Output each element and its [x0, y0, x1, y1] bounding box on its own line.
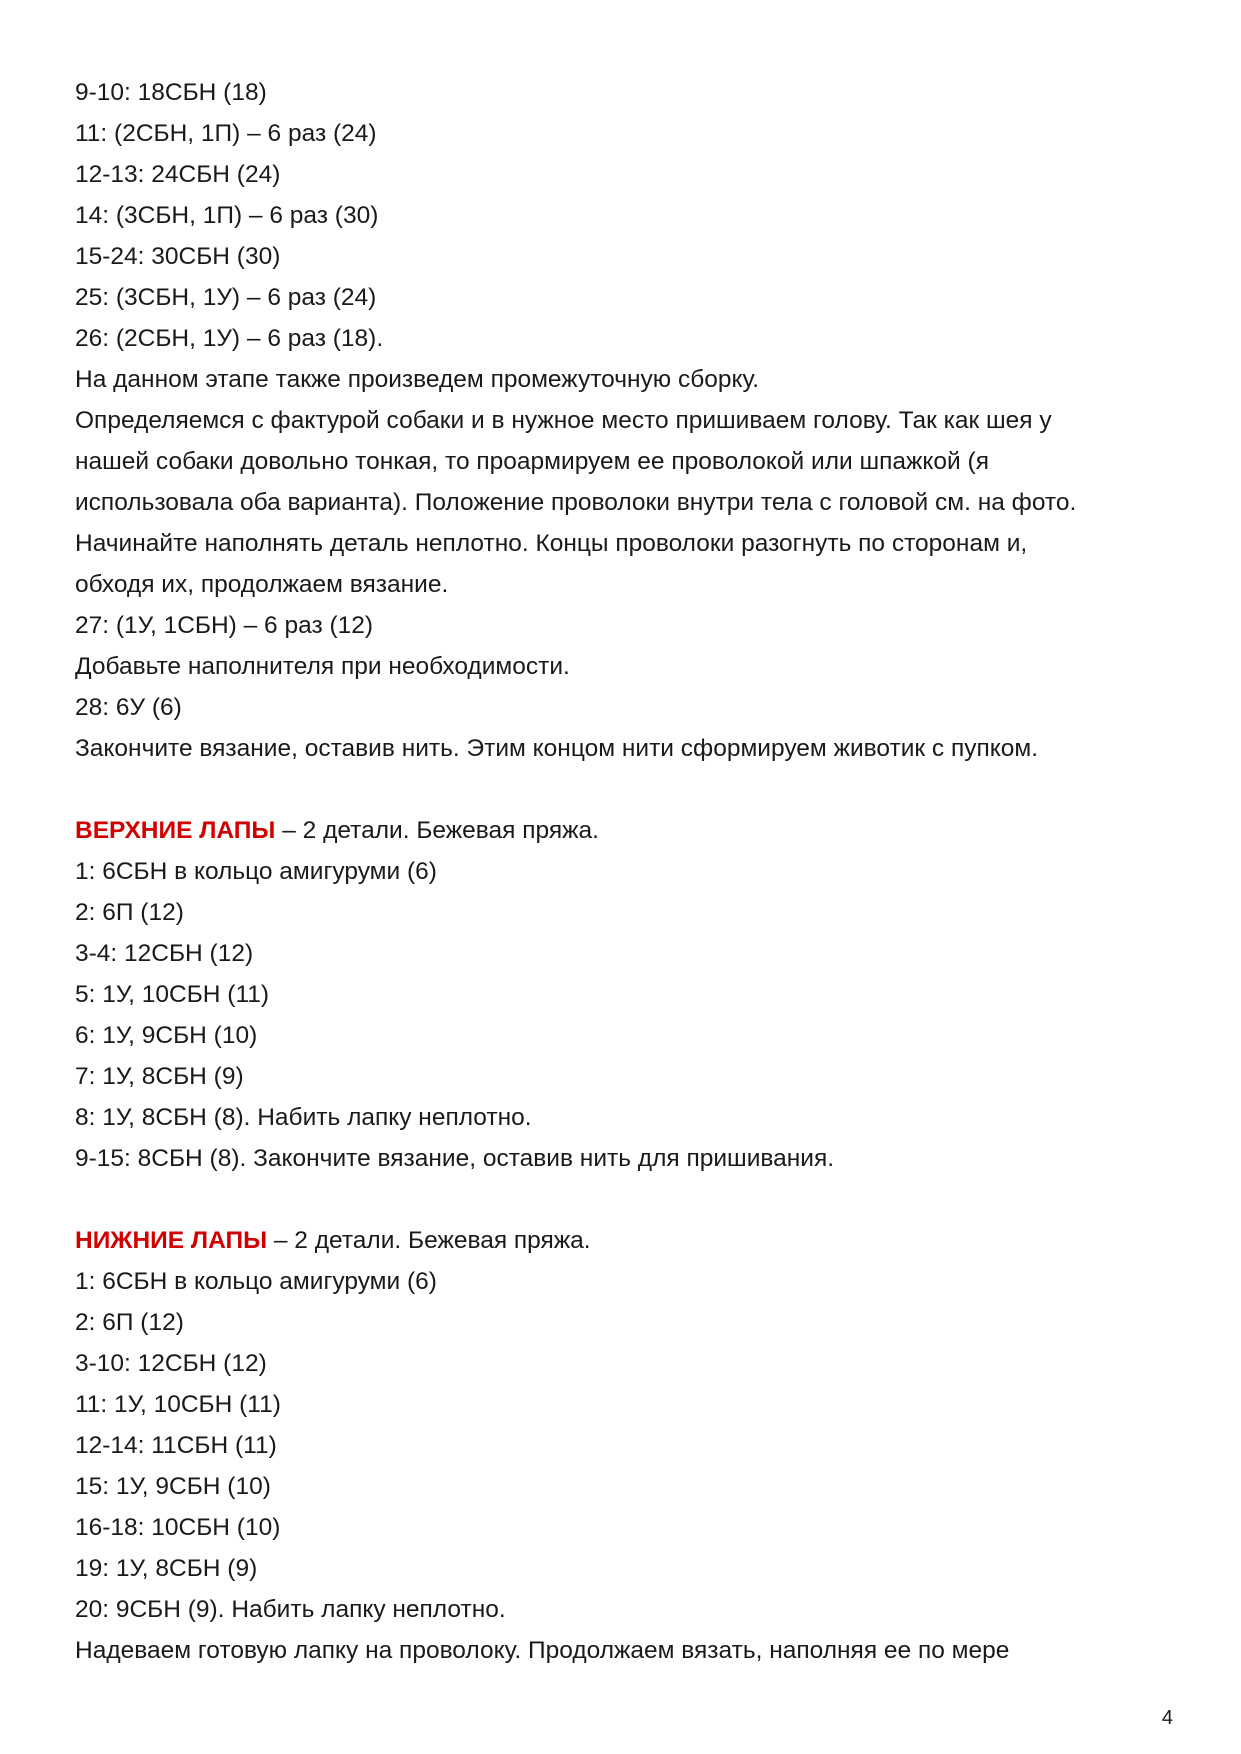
instruction-line: 11: 1У, 10СБН (11): [75, 1391, 281, 1418]
instruction-line: 14: (3СБН, 1П) – 6 раз (30): [75, 202, 379, 229]
section-lower-paws: [75, 1220, 1175, 1671]
instruction-line: 15: 1У, 9СБН (10): [75, 1473, 271, 1500]
instruction-line: 20: 9СБН (9). Набить лапку неплотно.: [75, 1596, 506, 1623]
section-title: ВЕРХНИЕ ЛАПЫ: [75, 817, 276, 844]
instruction-line: 19: 1У, 8СБН (9): [75, 1555, 258, 1582]
section-upper-paws: [75, 810, 1175, 1179]
instruction-line: 8: 1У, 8СБН (8). Набить лапку неплотно.: [75, 1104, 532, 1131]
instruction-line: 15-24: 30СБН (30): [75, 243, 281, 270]
instruction-line: 28: 6У (6): [75, 694, 182, 721]
instruction-line: 11: (2СБН, 1П) – 6 раз (24): [75, 120, 377, 147]
section-heading: [75, 810, 1175, 851]
section-title: НИЖНИЕ ЛАПЫ: [75, 1227, 268, 1254]
instruction-line: 25: (3СБН, 1У) – 6 раз (24): [75, 284, 377, 311]
paragraph-line: Закончите вязание, оставив нить. Этим концом нити сформируем животик с пупком.: [75, 735, 1039, 762]
instruction-line: 12-13: 24СБН (24): [75, 161, 281, 188]
instruction-line: 9-15: 8СБН (8). Закончите вязание, оставив нить для пришивания.: [75, 1145, 835, 1172]
paragraph-line: использовала оба варианта). Положение проволоки внутри тела с головой см. на фото.: [75, 489, 1077, 516]
paragraph-line: Определяемся с фактурой собаки и в нужное место пришиваем голову. Так как шея у: [75, 407, 1052, 434]
instruction-line: 2: 6П (12): [75, 899, 184, 926]
paragraph-line: Начинайте наполнять деталь неплотно. Концы проволоки разогнуть по сторонам и,: [75, 530, 1028, 557]
paragraph-line: Надеваем готовую лапку на проволоку. Продолжаем вязать, наполняя ее по мере: [75, 1637, 1010, 1664]
instruction-line: 26: (2СБН, 1У) – 6 раз (18).: [75, 325, 384, 352]
instruction-line: 2: 6П (12): [75, 1309, 184, 1336]
instruction-line: 6: 1У, 9СБН (10): [75, 1022, 258, 1049]
instruction-line: 5: 1У, 10СБН (11): [75, 981, 270, 1008]
paragraph-line: обходя их, продолжаем вязание.: [75, 571, 449, 598]
paragraph-line: Добавьте наполнителя при необходимости.: [75, 653, 570, 680]
instruction-line: 9-10: 18СБН (18): [75, 79, 267, 106]
spacer: [75, 1179, 1175, 1220]
section-subtitle: – 2 детали. Бежевая пряжа.: [267, 1227, 591, 1254]
instruction-line: 1: 6СБН в кольцо амигуруми (6): [75, 858, 437, 885]
instruction-line: 3-10: 12СБН (12): [75, 1350, 267, 1377]
spacer: [75, 769, 1175, 810]
paragraph-line: На данном этапе также произведем промежуточную сборку.: [75, 366, 760, 393]
section-heading: [75, 1220, 1175, 1261]
page-number: 4: [1161, 1707, 1173, 1729]
instruction-line: 1: 6СБН в кольцо амигуруми (6): [75, 1268, 437, 1295]
instruction-line: 27: (1У, 1СБН) – 6 раз (12): [75, 612, 374, 639]
document-page: [75, 72, 1175, 1671]
section-subtitle: – 2 детали. Бежевая пряжа.: [275, 817, 599, 844]
instruction-line: 12-14: 11СБН (11): [75, 1432, 277, 1459]
paragraph-line: нашей собаки довольно тонкая, то проармируем ее проволокой или шпажкой (я: [75, 448, 989, 475]
instruction-line: 3-4: 12СБН (12): [75, 940, 254, 967]
section-body-continuation: [75, 72, 1175, 769]
instruction-line: 16-18: 10СБН (10): [75, 1514, 281, 1541]
instruction-line: 7: 1У, 8СБН (9): [75, 1063, 244, 1090]
